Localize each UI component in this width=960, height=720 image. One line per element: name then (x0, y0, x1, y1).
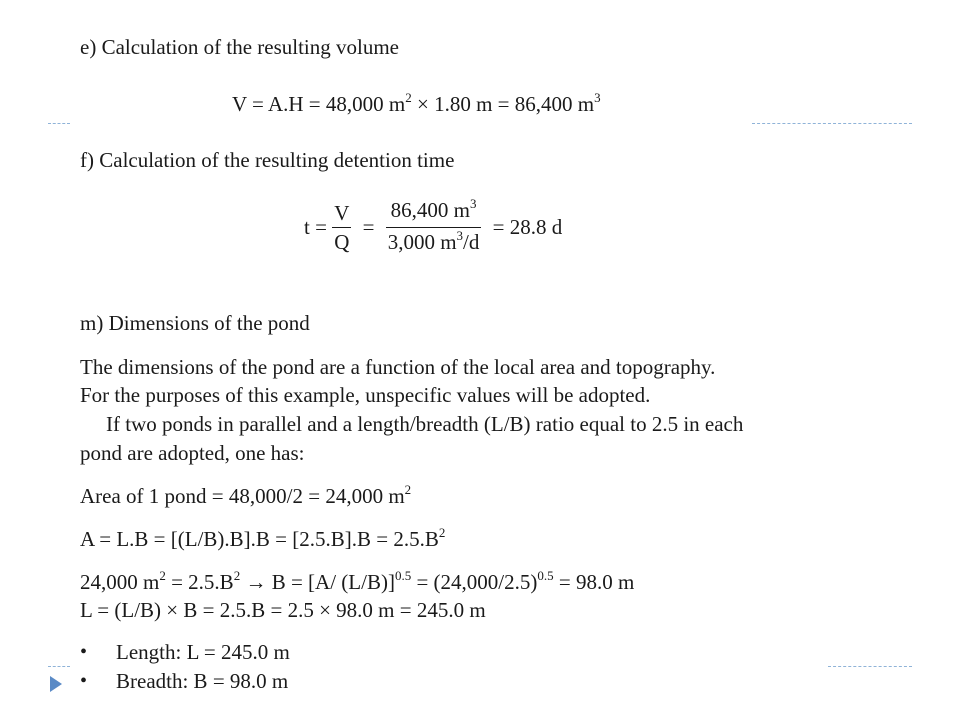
fraction-denominator (386, 228, 482, 257)
den-sup: 3 (456, 228, 464, 243)
b-eq-a: 24,000 m (80, 570, 160, 594)
b-eq-sup1: 2 (159, 568, 166, 583)
slide-arrow-icon (50, 676, 62, 692)
fraction-v: V (332, 201, 351, 228)
bullet-icon: • (80, 670, 88, 692)
bullet-length: Length: L = 245.0 m (116, 640, 290, 664)
volume-equation (232, 92, 601, 117)
section-f-title: f) Calculation of the resulting detention time (80, 148, 455, 172)
alb-eq-sup: 2 (438, 525, 446, 540)
det-eq-t: t = (304, 215, 327, 239)
detention-time-equation (304, 198, 562, 268)
volume-eq-lhs: V = A.H = 48,000 m (232, 92, 406, 116)
den-text-a: 3,000 m (387, 230, 457, 254)
b-eq-sup4: 0.5 (537, 568, 554, 583)
det-eq-result: = 28.8 d (492, 215, 563, 239)
fraction-q: Q (334, 230, 350, 254)
bullet-breadth: Breadth: B = 98.0 m (116, 669, 289, 693)
b-eq-e: = 98.0 m (553, 570, 635, 594)
dashed-line-bottom-left (48, 666, 70, 667)
length-equation: L = (L/B) × B = 2.5.B = 2.5 × 98.0 m = 245.0 m (80, 598, 486, 622)
num-text: 86,400 m (390, 198, 470, 222)
dashed-line-top-left (48, 123, 70, 124)
volume-eq-sup3: 3 (594, 90, 601, 105)
m-para-line4: pond are adopted, one has: (80, 441, 305, 465)
fraction-numerator (386, 198, 482, 228)
volume-eq-mid: × 1.80 m = 86,400 m (411, 92, 595, 116)
section-m-title: m) Dimensions of the pond (80, 311, 310, 335)
area-equation (80, 484, 411, 509)
dashed-line-bottom-right (828, 666, 912, 667)
den-text-b: /d (463, 230, 480, 254)
bullet-icon: • (80, 641, 88, 663)
num-sup: 3 (469, 196, 477, 211)
b-eq-d: = (24,000/2.5) (411, 570, 538, 594)
b-eq-c: → B = [A/ (L/B)] (240, 570, 395, 594)
b-eq-sup3: 0.5 (394, 568, 412, 583)
m-para-line2: For the purposes of this example, unspecific values will be adopted. (80, 383, 651, 407)
alb-eq-text: A = L.B = [(L/B).B].B = [2.5.B].B = 2.5.B (80, 527, 439, 551)
area-eq-text: Area of 1 pond = 48,000/2 = 24,000 m (80, 484, 405, 508)
volume-eq-sup2: 2 (405, 90, 412, 105)
fraction-volume-over-flow (386, 198, 482, 257)
section-e-title: e) Calculation of the resulting volume (80, 35, 399, 59)
area-eq-sup: 2 (404, 482, 412, 497)
det-eq-equals: = (362, 215, 375, 239)
m-para-line1: The dimensions of the pond are a function of the local area and topography. (80, 355, 716, 379)
alb-equation (80, 527, 445, 552)
dashed-line-top-right (752, 123, 912, 124)
b-eq-b: = 2.5.B (165, 570, 234, 594)
fraction-v-over-q (332, 201, 351, 254)
b-eq-sup2: 2 (233, 568, 241, 583)
m-para-line3: If two ponds in parallel and a length/breadth (L/B) ratio equal to 2.5 in each (106, 412, 744, 436)
breadth-equation (80, 570, 634, 595)
